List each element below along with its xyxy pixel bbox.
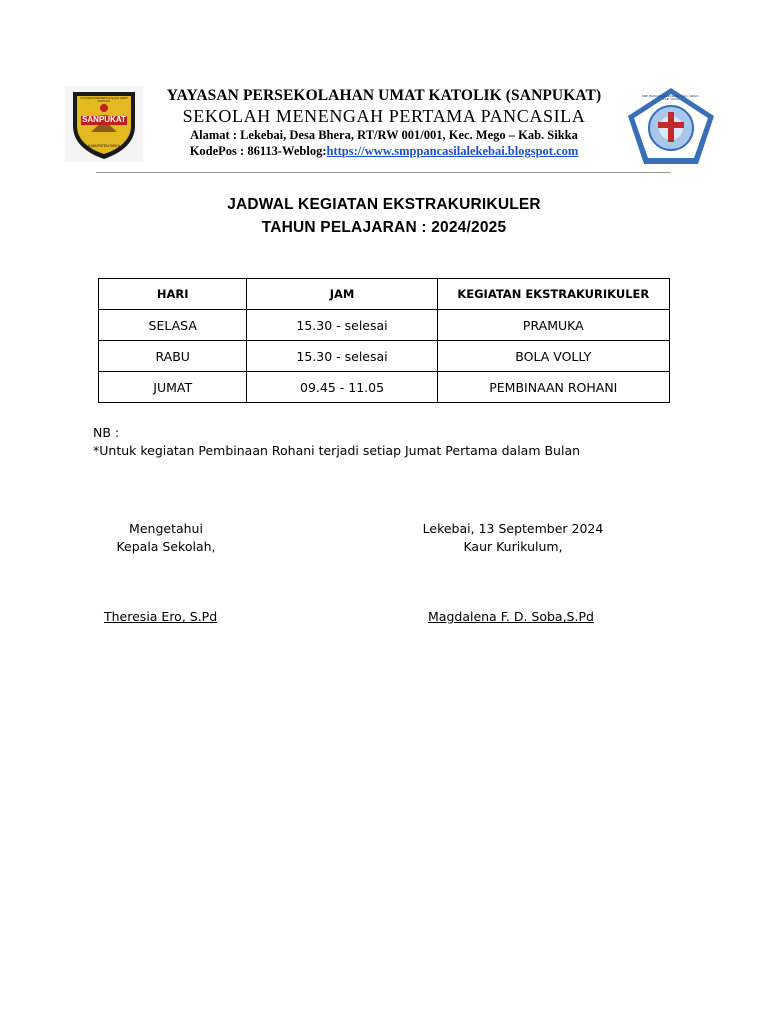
cell-activity: BOLA VOLLY <box>437 341 669 372</box>
cell-activity: PRAMUKA <box>437 310 669 341</box>
note-block <box>93 424 580 460</box>
header-activity: KEGIATAN EKSTRAKURIKULER <box>437 279 669 310</box>
signature-right-role: Kaur Kurikulum, <box>463 539 563 554</box>
sanpukat-logo <box>65 86 143 162</box>
signature-right <box>410 520 616 556</box>
letterhead <box>0 0 768 175</box>
letterhead-divider <box>96 172 671 173</box>
letterhead-text <box>150 86 618 159</box>
signature-right-date: Lekebai, 13 September 2024 <box>422 521 604 536</box>
table-row <box>99 310 670 341</box>
header-day: HARI <box>99 279 247 310</box>
cell-day: JUMAT <box>99 372 247 403</box>
foundation-name: YAYASAN PERSEKOLAHAN UMAT KATOLIK (SANPUKAT) <box>166 87 602 104</box>
cell-day: RABU <box>99 341 247 372</box>
school-logo <box>626 86 716 166</box>
curriculum-head-name: Magdalena F. D. Soba,S.Pd <box>428 609 594 624</box>
header-time: JAM <box>247 279 437 310</box>
signature-left-role: Kepala Sekolah, <box>116 539 216 554</box>
cell-time: 15.30 - selesai <box>247 310 437 341</box>
cell-time: 09.45 - 11.05 <box>247 372 437 403</box>
cell-day: SELASA <box>99 310 247 341</box>
cell-time: 15.30 - selesai <box>247 341 437 372</box>
schedule-table <box>98 278 670 403</box>
school-contact <box>150 143 618 159</box>
headmaster-name: Theresia Ero, S.Pd <box>104 609 218 624</box>
note-text: *Untuk kegiatan Pembinaan Rohani terjadi setiap Jumat Pertama dalam Bulan <box>93 443 581 458</box>
cell-activity: PEMBINAAN ROHANI <box>437 372 669 403</box>
note-label: NB : <box>93 425 120 440</box>
signature-left <box>96 520 236 556</box>
logo-bottom-text: KABUPATEN SIKKA <box>88 144 120 148</box>
postal-code: KodePos : 86113-Weblog: <box>189 144 327 158</box>
table-row <box>99 341 670 372</box>
school-address: Alamat : Lekebai, Desa Bhera, RT/RW 001/001, Kec. Mego – Kab. Sikka <box>190 128 578 142</box>
signature-left-line1: Mengetahui <box>129 521 203 536</box>
weblog-link[interactable]: https://www.smppancasilalekebai.blogspot.com <box>326 144 579 158</box>
document-title: JADWAL KEGIATAN EKSTRAKURIKULER <box>227 196 541 213</box>
table-row <box>99 372 670 403</box>
logo-banner-text: SANPUKAT <box>82 115 126 124</box>
logo-ring-text: YAYASAN PERSEKOLAHAN UMAT KATOLIK <box>80 96 128 103</box>
school-logo-ring-text: SMP PANCASILA LEKEBAI - KEC. MEGO - KAB. SIKKA <box>641 94 701 101</box>
academic-year: TAHUN PELAJARAN : 2024/2025 <box>261 219 507 236</box>
school-name: SEKOLAH MENENGAH PERTAMA PANCASILA <box>182 106 586 126</box>
table-header-row <box>99 279 670 310</box>
